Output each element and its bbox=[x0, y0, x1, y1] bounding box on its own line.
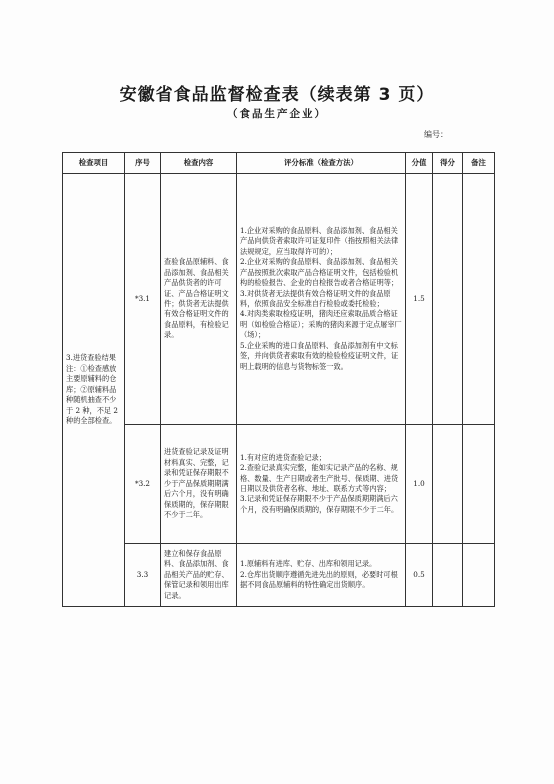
row-content: 建立和保存食品原料、食品添加剂、食品相关产品的贮存、保管记录和领用出库记录。 bbox=[161, 544, 237, 607]
row-got-score[interactable] bbox=[433, 174, 463, 425]
row-note[interactable] bbox=[463, 425, 495, 544]
criteria-item: 1.企业对采购的食品原料、食品添加剂、食品相关产品向供货者索取许可证复印件（指按照相关法律法规规定，应当取得许可的）； bbox=[240, 225, 399, 256]
col-header-score: 分值 bbox=[406, 153, 433, 174]
col-header-got: 得分 bbox=[433, 153, 463, 174]
inspection-table bbox=[62, 152, 495, 607]
row-score: 0.5 bbox=[406, 544, 433, 607]
table-header-row bbox=[63, 153, 495, 174]
row-content: 进货查验记录及证明材料真实、完整，记录和凭证保存期限不少于产品保质期期满后六个月，没有明确保质期的，保存期限不少于二年。 bbox=[161, 425, 237, 544]
row-score: 1.5 bbox=[406, 174, 433, 425]
col-header-item: 检查项目 bbox=[63, 153, 125, 174]
table-row bbox=[63, 425, 495, 544]
table-row bbox=[63, 174, 495, 425]
col-header-content: 检查内容 bbox=[161, 153, 237, 174]
row-note[interactable] bbox=[463, 174, 495, 425]
row-note[interactable] bbox=[463, 544, 495, 607]
row-content: 查验食品原辅料、食品添加剂、食品相关产品供货者的许可证、产品合格证明文件；供货者无法提供有效合格证明文件的食品原料，有检验记录。 bbox=[161, 174, 237, 425]
criteria-item: 4.对肉类索取检疫证明，猪肉还应索取品质合格证明（如检验合格证）；采购的猪肉来源于定点屠宰厂（场）； bbox=[240, 309, 402, 340]
criteria-item: 1.原辅料有进库、贮存、出库和领用记录。 bbox=[240, 559, 377, 569]
row-score: 1.0 bbox=[406, 425, 433, 544]
page-subtitle: （食品生产企业） bbox=[227, 108, 327, 120]
row-got-score[interactable] bbox=[433, 425, 463, 544]
row-no: 3.3 bbox=[125, 544, 161, 607]
criteria-item: 1.有对应的进货查验记录； bbox=[240, 452, 326, 462]
criteria-item: 2.企业对采购的食品原料、食品添加剂、食品相关产品按照批次索取产品合格证明文件，包括检验机构的检验报告、企业的自检报告或者合格证明等； bbox=[240, 257, 399, 288]
code-label: 编号： bbox=[424, 130, 448, 139]
criteria-item: 3.对供货者无法提供有效合格证明文件的食品原料，依照食品安全标准自行检验或委托检验； bbox=[240, 288, 391, 308]
col-header-note: 备注 bbox=[463, 153, 495, 174]
row-no: *3.1 bbox=[125, 174, 161, 425]
row-no: *3.2 bbox=[125, 425, 161, 544]
criteria-item: 2.仓库出货顺序遵循先进先出的原则，必要时可根据不同食品原辅料的特性确定出货顺序。 bbox=[240, 569, 398, 590]
page-title: 安徽省食品监督检查表（续表第 3 页） bbox=[119, 85, 435, 105]
row-got-score[interactable] bbox=[433, 544, 463, 607]
row-criteria bbox=[237, 174, 406, 425]
table-row bbox=[63, 544, 495, 607]
criteria-item: 2.查验记录真实完整，能如实记录产品的名称、规格、数量、生产日期或者生产批号、保质期、进货日期以及供货者名称、地址、联系方式等内容； bbox=[240, 463, 399, 493]
row-criteria bbox=[237, 425, 406, 544]
category-cell: 3.进货查验结果注：①检查感放主要原辅料的仓库；②原辅料品种随机抽查不少于 2 种，不足 2 种的全部检查。 bbox=[63, 174, 125, 607]
criteria-item: 3.记录和凭证保存期限不少于产品保质期期满后六个月，没有明确保质期的，保存期限不少于二年。 bbox=[240, 494, 399, 514]
row-criteria bbox=[237, 544, 406, 607]
col-header-criteria: 评分标准（检查方法） bbox=[237, 153, 406, 174]
criteria-item: 5.企业采购的进口食品原料、食品添加剂有中文标签，并向供货者索取有效的检验检疫证明文件，证明上载明的信息与货物标签一致。 bbox=[240, 340, 399, 371]
col-header-no: 序号 bbox=[125, 153, 161, 174]
